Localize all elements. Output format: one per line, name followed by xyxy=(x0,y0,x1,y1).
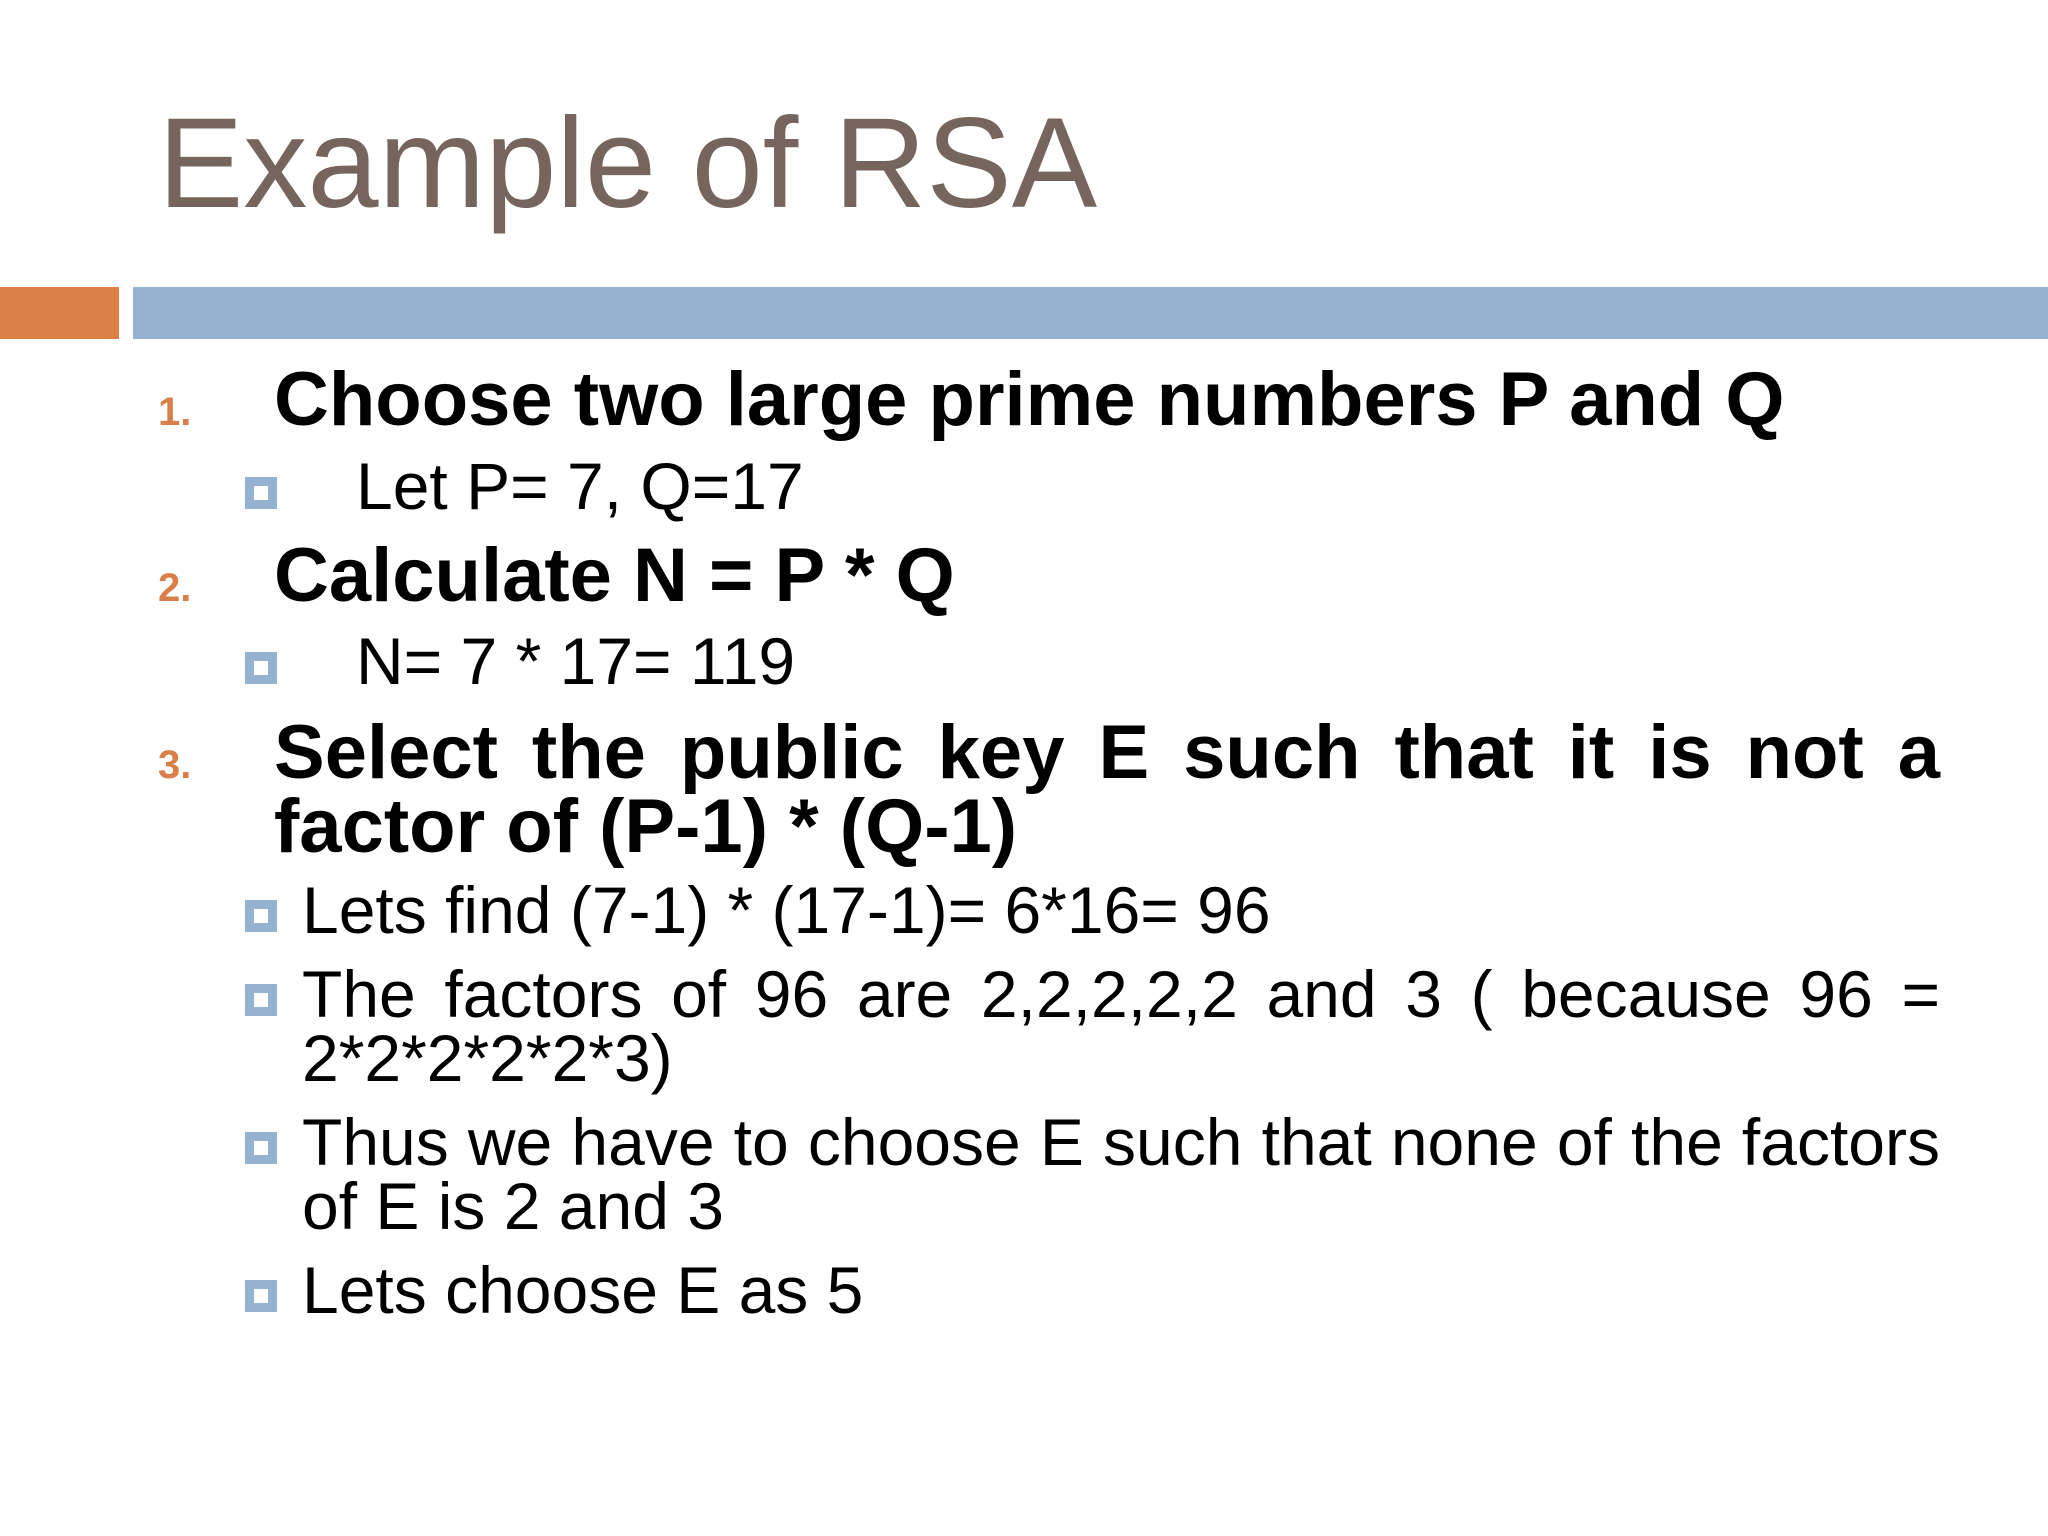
square-bullet-icon xyxy=(245,1132,277,1164)
step-heading: Choose two large prime numbers P and Q xyxy=(274,357,1785,442)
square-bullet-icon xyxy=(245,984,277,1016)
step-point: Lets find (7-1) * (17-1)= 6*16= 96 xyxy=(302,873,1271,947)
step-heading: Select the public key E such that it is not a factor of (P-1) * (Q-1) xyxy=(274,710,1940,869)
slide-title: Example of RSA xyxy=(158,92,1098,235)
square-bullet-icon xyxy=(245,652,277,684)
square-bullet-icon xyxy=(245,477,277,509)
square-bullet-icon xyxy=(245,1280,277,1312)
square-bullet-icon xyxy=(245,900,277,932)
step-number: 3. xyxy=(158,743,192,787)
step-point: Thus we have to choose E such that none of the factors of E is 2 and 3 xyxy=(302,1105,1940,1243)
step-point: N= 7 * 17= 119 xyxy=(356,624,796,698)
step-point: Lets choose E as 5 xyxy=(302,1253,864,1327)
step-point: Let P= 7, Q=17 xyxy=(356,449,804,523)
step-number: 1. xyxy=(158,390,192,434)
step-number: 2. xyxy=(158,566,192,610)
step-point: The factors of 96 are 2,2,2,2,2 and 3 ( because 96 = 2*2*2*2*2*3) xyxy=(302,957,1940,1095)
step-heading: Calculate N = P * Q xyxy=(274,533,955,618)
